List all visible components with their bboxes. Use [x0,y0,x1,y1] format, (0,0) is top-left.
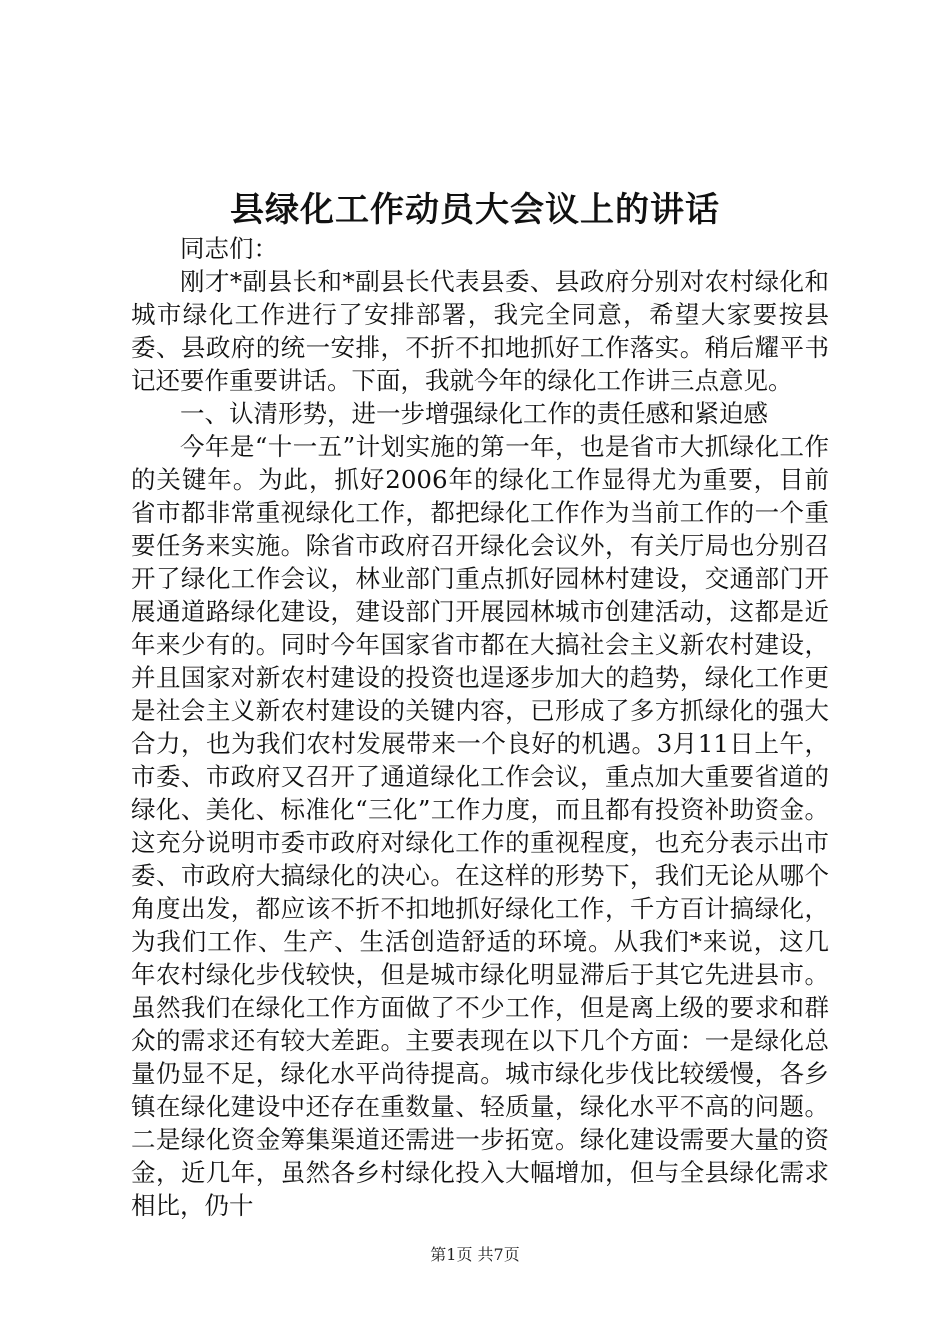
paragraph-opening: 刚才*副县长和*副县长代表县委、县政府分别对农村绿化和城市绿化工作进行了安排部署，我完全同意，希望大家要按县委、县政府的统一安排，不折不扣地抓好工作落实。稍后耀平书记还要作重要讲话。下面，我就今年的绿化工作讲三点意见。 [131,267,829,395]
section-heading-1: 一、认清形势，进一步增强绿化工作的责任感和紧迫感 [180,399,768,428]
paragraph-situation: 今年是“十一五”计划实施的第一年，也是省市大抓绿化工作的关键年。为此，抓好2006年的绿化工作显得尤为重要，目前省市都非常重视绿化工作，都把绿化工作作为当前工作的一个重要任务来实施。除省市政府召开绿化会议外，有关厅局也分别召开了绿化工作会议，林业部门重点抓好园林村建设，交通部门开展通道路绿化建设，建设部门开展园林城市创建活动，这都是近年来少有的。同时今年国家省市都在大搞社会主义新农村建设，并且国家对新农村建设的投资也逞逐步加大的趋势，绿化工作更是社会主义新农村建设的关键内容，已形成了多方抓绿化的强大合力，也为我们农村发展带来一个良好的机遇。3月11日上午，市委、市政府又召开了通道绿化工作会议，重点加大重要省道的绿化、美化、标准化“三化”工作力度，而且都有投资补助资金。这充分说明市委市政府对绿化工作的重视程度，也充分表示出市委、市政府大搞绿化的决心。在这样的形势下，我们无论从哪个角度出发，都应该不折不扣地抓好绿化工作，千方百计搞绿化，为我们工作、生产、生活创造舒适的环境。从我们*来说，这几年农村绿化步伐较快，但是城市绿化明显滞后于其它先进县市。虽然我们在绿化工作方面做了不少工作，但是离上级的要求和群众的需求还有较大差距。主要表现在以下几个方面：一是绿化总量仍显不足，绿化水平尚待提高。城市绿化步伐比较缓慢，各乡镇在绿化建设中还存在重数量、轻质量，绿化水平不高的问题。二是绿化资金筹集渠道还需进一步拓宽。绿化建设需要大量的资金，近几年，虽然各乡村绿化投入大幅增加，但与全县绿化需求相比，仍十 [131,432,829,1220]
page-number: 第1页 共7页 [430,1245,520,1264]
document-body [131,232,829,1222]
document-title: 县绿化工作动员大会议上的讲话 [230,190,720,230]
salutation: 同志们： [180,234,278,263]
